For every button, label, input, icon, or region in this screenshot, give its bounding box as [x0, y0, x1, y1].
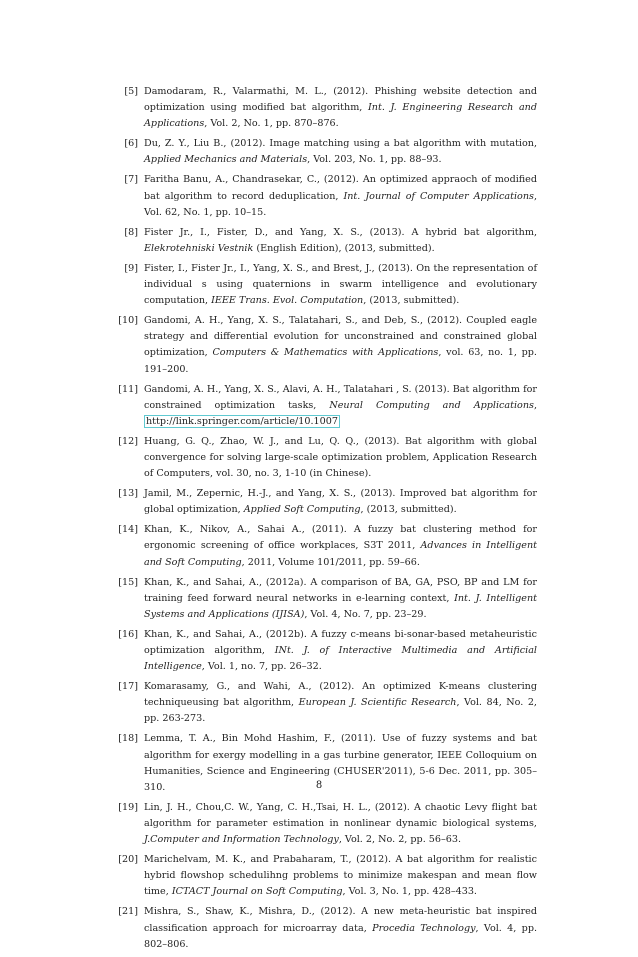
- reference-text: [144, 852, 537, 900]
- reference-venue: J.Computer and Information Technology: [144, 834, 339, 846]
- reference-venue: Neural Computing and Applications: [329, 399, 534, 411]
- reference-segment: Khan, K., Nikov, A., Sahai A., (2011). A fuzzy bat clustering method for ergonomic screening of office workplaces, S3T 2011,: [144, 524, 537, 552]
- reference-item: [110, 172, 537, 220]
- reference-segment: , Vol. 2, No. 1, pp. 870–876.: [204, 118, 339, 130]
- reference-number: [6]: [124, 138, 138, 150]
- reference-segment: , Vol. 4, pp. 802–806.: [144, 922, 538, 950]
- reference-segment: , Vol. 4, No. 7, pp. 23–29.: [304, 608, 427, 620]
- reference-number: [15]: [118, 576, 138, 588]
- reference-segment: , (2013, submitted).: [360, 504, 457, 516]
- reference-venue: Applied Mechanics and Materials: [144, 154, 308, 166]
- reference-text: [144, 800, 537, 848]
- reference-venue: Procedia Technology: [372, 922, 476, 934]
- reference-segment: Gandomi, A. H., Yang, X. S., Talatahari, S., and Deb, S., (2012). Coupled eagle strategy and differential evolution for unconstrained and constrained global optimization,: [144, 315, 537, 359]
- reference-item: [110, 261, 537, 309]
- reference-item: [110, 627, 537, 675]
- reference-number: [13]: [118, 488, 138, 500]
- reference-segment: , Vol. 1, no. 7, pp. 26–32.: [201, 661, 322, 673]
- reference-segment: , Vol. 2, No. 2, pp. 56–63.: [338, 834, 462, 846]
- reference-text: [144, 434, 537, 482]
- reference-segment: Damodaram, R., Valarmathi, M. L., (2012). Phishing website detection and optimization using modified bat algorithm,: [144, 86, 537, 114]
- reference-item: [110, 136, 537, 168]
- reference-text: [144, 313, 537, 377]
- reference-venue: Applied Soft Computing: [243, 504, 361, 516]
- reference-item: [110, 382, 537, 430]
- reference-segment: , Vol. 203, No. 1, pp. 88–93.: [307, 154, 442, 166]
- reference-venue: Computers & Mathematics with Applications: [212, 347, 439, 359]
- reference-segment: Huang, G. Q., Zhao, W. J., and Lu, Q. Q., (2013). Bat algorithm with global convergence for solving large-scale optimization problem, Application Research of Computers, vol. 30, no. 3, 1-10 (in Chinese).: [144, 435, 537, 480]
- reference-venue: Int. J. Intelligent Systems and Applications (IJISA): [144, 592, 537, 620]
- reference-item: [110, 225, 537, 257]
- reference-number: [14]: [118, 524, 138, 536]
- reference-text: [144, 679, 537, 727]
- reference-item: [110, 522, 537, 570]
- reference-segment: Mishra, S., Shaw, K., Mishra, D., (2012). A new meta-heuristic bat inspired classification approach for microarray data,: [144, 906, 537, 934]
- reference-venue: Elekrotehniski Vestnik: [144, 242, 254, 254]
- reference-segment: Jamil, M., Zepernic, H.-J., and Yang, X. S., (2013). Improved bat algorithm for global optimization,: [144, 488, 537, 516]
- reference-segment: , vol. 63, no. 1, pp. 191–200.: [144, 347, 537, 375]
- reference-segment: Gandomi, A. H., Yang, X. S., Alavi, A. H., Talatahari , S. (2013). Bat algorithm for constrained optimization tasks,: [144, 383, 537, 411]
- reference-segment: Faritha Banu, A., Chandrasekar, C., (2012). An optimized appraoch of modified bat algorithm to record deduplication,: [144, 174, 537, 202]
- reference-segment: , 2011, Volume 101/2011, pp. 59–66.: [241, 556, 420, 568]
- reference-text: [144, 486, 537, 518]
- reference-item: [110, 852, 537, 900]
- reference-venue: Int. Journal of Computer Applications: [343, 190, 534, 202]
- reference-text: [144, 136, 537, 168]
- reference-segment: , Vol. 3, No. 1, pp. 428–433.: [342, 886, 477, 898]
- reference-segment: ,: [533, 399, 537, 411]
- reference-text: [144, 382, 537, 430]
- reference-item: [110, 313, 537, 377]
- reference-number: [17]: [118, 681, 138, 693]
- reference-item: [110, 904, 537, 952]
- reference-segment: , (2013, submitted).: [363, 295, 460, 307]
- reference-text: [144, 172, 537, 220]
- reference-venue: ICTACT Journal on Soft Computing: [171, 886, 343, 898]
- reference-number: [19]: [118, 801, 138, 813]
- reference-segment: , Vol. 62, No. 1, pp. 10–15.: [144, 190, 537, 218]
- reference-number: [7]: [124, 174, 138, 186]
- reference-item: [110, 434, 537, 482]
- reference-text: [144, 627, 537, 675]
- reference-segment: Khan, K., and Sahai, A., (2012b). A fuzzy c-means bi-sonar-based metaheuristic optimization algorithm,: [144, 628, 537, 656]
- reference-number: [5]: [124, 86, 138, 97]
- reference-venue: Advances in Intelligent and Soft Computing: [144, 540, 537, 568]
- reference-item: [110, 575, 537, 623]
- reference-segment: Lin, J. H., Chou,C. W., Yang, C. H.,Tsai, H. L., (2012). A chaotic Levy flight bat algorithm for parameter estimation in nonlinear dynamic biological systems,: [144, 801, 537, 829]
- reference-segment: (English Edition), (2013, submitted).: [253, 242, 435, 254]
- reference-venue: European J. Scientific Research: [298, 697, 457, 709]
- reference-segment: Fister Jr., I., Fister, D., and Yang, X. S., (2013). A hybrid bat algorithm,: [144, 226, 537, 238]
- reference-number: [12]: [118, 435, 138, 447]
- page-number: 8: [315, 780, 323, 791]
- reference-item: [110, 84, 537, 132]
- reference-text: [144, 575, 537, 623]
- reference-text: [144, 522, 537, 570]
- reference-item: [110, 679, 537, 727]
- reference-text: [144, 904, 537, 952]
- reference-number: [18]: [118, 733, 138, 745]
- reference-text: [144, 84, 537, 132]
- reference-number: [10]: [118, 315, 138, 327]
- reference-venue: IEEE Trans. Evol. Computation: [211, 295, 364, 307]
- reference-venue: INt. J. of Interactive Multimedia and Artificial Intelligence: [144, 645, 537, 673]
- reference-venue: Int. J. Engineering Research and Applications: [144, 102, 537, 130]
- reference-link[interactable]: http://link.springer.com/article/10.1007: [146, 415, 338, 427]
- reference-segment: Fister, I., Fister Jr., I., Yang, X. S., and Brest, J., (2013). On the representation of individual s using quaternions in swarm intelligence and evolutionary computation,: [144, 262, 537, 307]
- reference-segment: Khan, K., and Sahai, A., (2012a). A comparison of BA, GA, PSO, BP and LM for training feed forward neural networks in e-learning context,: [144, 576, 537, 604]
- reference-number: [9]: [124, 262, 138, 274]
- reference-number: [11]: [118, 383, 138, 395]
- reference-number: [16]: [118, 628, 138, 640]
- reference-item: [110, 486, 537, 518]
- reference-segment: Marichelvam, M. K., and Prabaharam, T., (2012). A bat algorithm for realistic hybrid flowshop schedulihng problems to minimize makespan and mean flow time,: [144, 854, 537, 898]
- reference-segment: , Vol. 84, No. 2, pp. 263-273.: [144, 697, 537, 725]
- reference-number: [8]: [124, 226, 138, 238]
- reference-number: [21]: [118, 906, 138, 918]
- reference-segment: Lemma, T. A., Bin Mohd Hashim, F., (2011). Use of fuzzy systems and bat algorithm for exergy modelling in a gas turbine generator, IEEE Colloquium on Humanities, Science and Engineering (CHUSER'2011), 5-6 Dec. 2011, pp. 305–310.: [144, 733, 537, 793]
- reference-number: [20]: [118, 854, 138, 866]
- reference-segment: Du, Z. Y., Liu B., (2012). Image matching using a bat algorithm with mutation,: [144, 138, 537, 150]
- reference-item: [110, 800, 537, 848]
- reference-text: [144, 261, 537, 309]
- reference-segment: Komarasamy, G., and Wahi, A., (2012). An optimized K-means clustering techniqueusing bat algorithm,: [144, 681, 537, 709]
- reference-text: [144, 225, 537, 257]
